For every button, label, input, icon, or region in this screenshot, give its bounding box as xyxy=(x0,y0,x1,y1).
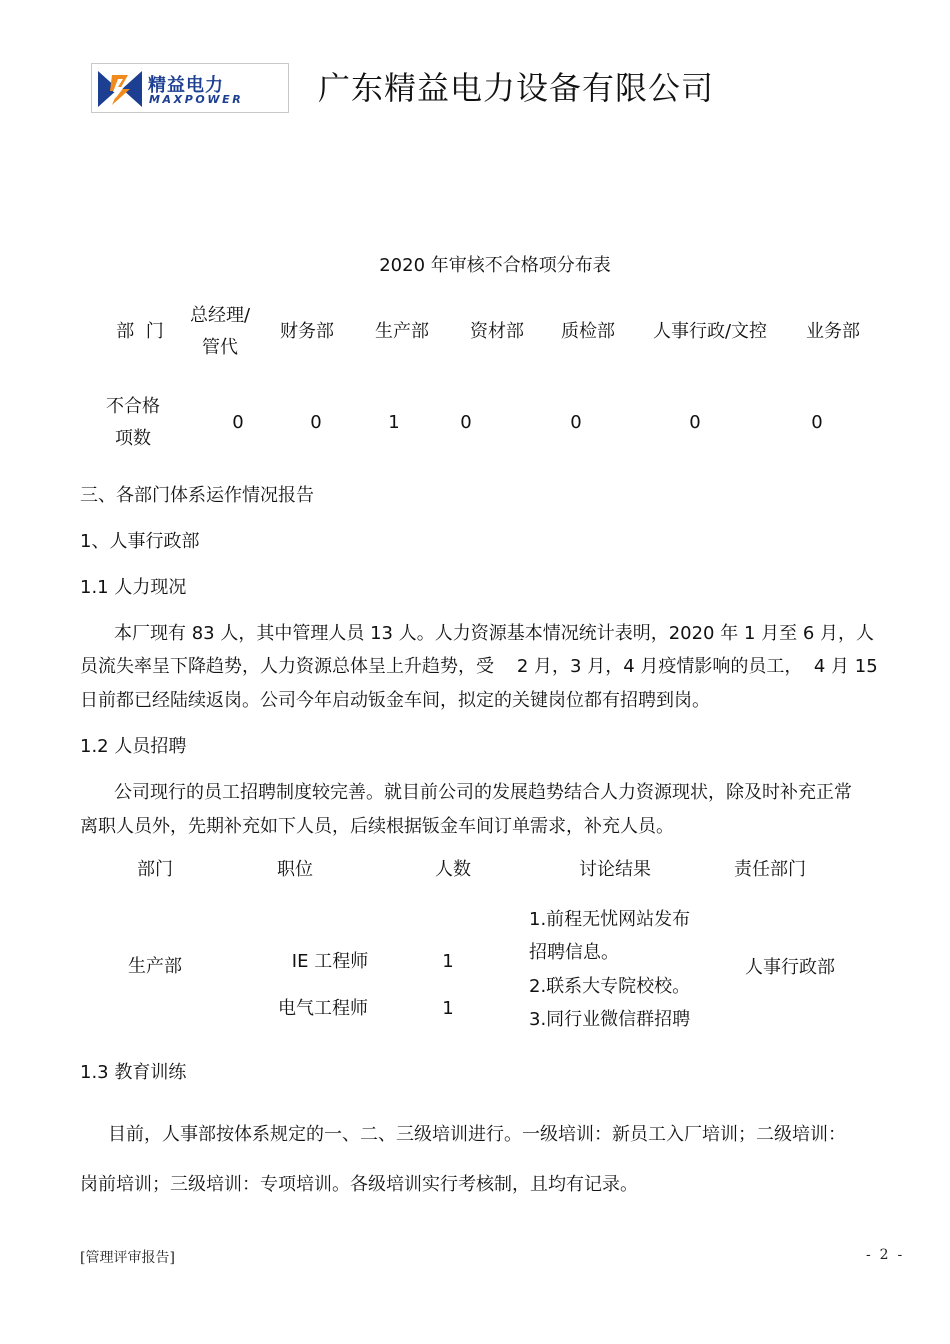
audit-col-gm: 总经理/ 管代 xyxy=(189,305,251,358)
audit-col-production: 生产部 xyxy=(375,321,429,342)
audit-table-title: 2020 年审核不合格项分布表 xyxy=(379,255,611,276)
subsection-1-1-heading: 1.1 人力现况 xyxy=(80,577,187,598)
audit-col-finance: 财务部 xyxy=(280,321,334,342)
footer-page-number: - 2 - xyxy=(866,1247,903,1263)
logo-chinese-text: 精益电力 xyxy=(148,75,224,96)
section-3-heading: 三、各部门体系运作情况报告 xyxy=(80,485,314,506)
audit-value-quality: 0 xyxy=(570,412,582,433)
recruit-result-line-2: 招聘信息。 xyxy=(529,942,619,963)
recruit-count-ie: 1 xyxy=(442,951,454,972)
section-1-heading: 1、人事行政部 xyxy=(80,531,200,552)
recruit-header-result: 讨论结果 xyxy=(579,859,651,880)
subsection-1-3-heading: 1.3 教育训练 xyxy=(80,1062,187,1083)
lightning-logo-icon xyxy=(98,71,142,107)
company-logo xyxy=(91,63,289,113)
recruit-position-ie: IE 工程师 xyxy=(291,951,369,972)
audit-value-sales: 0 xyxy=(811,412,823,433)
audit-value-finance: 0 xyxy=(310,412,322,433)
subsection-1-2-heading: 1.2 人员招聘 xyxy=(80,736,187,757)
paragraph-1-1-line-2: 员流失率呈下降趋势，人力资源总体呈上升趋势，受 2 月，3 月，4 月疫情影响的员工， 4 月 15 xyxy=(80,656,878,677)
recruit-count-electrical: 1 xyxy=(442,998,454,1019)
paragraph-1-1-line-3: 日前都已经陆续返岗。公司今年启动钣金车间，拟定的关键岗位都有招聘到岗。 xyxy=(80,690,710,711)
recruit-position-electrical: 电气工程师 xyxy=(278,998,368,1019)
recruit-result-line-3: 2.联系大专院校校。 xyxy=(529,976,691,997)
paragraph-1-2-line-2: 离职人员外，先期补充如下人员，后续根据钣金车间订单需求，补充人员。 xyxy=(80,816,674,837)
recruit-header-responsible: 责任部门 xyxy=(734,859,806,880)
audit-value-materials: 0 xyxy=(460,412,472,433)
recruit-header-count: 人数 xyxy=(435,859,471,880)
audit-value-gm: 0 xyxy=(232,412,244,433)
logo-english-text: MAXPOWER xyxy=(149,93,244,106)
paragraph-1-3-line-2: 岗前培训；三级培训：专项培训。各级培训实行考核制，且均有记录。 xyxy=(80,1174,638,1195)
paragraph-1-1-line-1: 本厂现有 83 人，其中管理人员 13 人。人力资源基本情况统计表明，2020 年 1 月至 6 月，人 xyxy=(114,623,875,644)
recruit-header-dept: 部门 xyxy=(137,859,173,880)
audit-data-label: 不合格 项数 xyxy=(106,396,160,449)
paragraph-1-2-line-1: 公司现行的员工招聘制度较完善。就目前公司的发展趋势结合人力资源现状，除及时补充正常 xyxy=(114,782,852,803)
company-name: 广东精益电力设备有限公司 xyxy=(318,69,715,107)
audit-header-label: 部 门 xyxy=(116,321,164,342)
audit-value-hr-admin: 0 xyxy=(689,412,701,433)
audit-col-quality: 质检部 xyxy=(561,321,615,342)
recruit-responsible-dept: 人事行政部 xyxy=(745,957,835,978)
audit-col-materials: 资材部 xyxy=(470,321,524,342)
audit-col-sales: 业务部 xyxy=(806,321,860,342)
recruit-result-line-1: 1.前程无忧网站发布 xyxy=(529,909,691,930)
audit-col-hr-admin: 人事行政/文控 xyxy=(652,321,768,342)
paragraph-1-3-line-1: 目前，人事部按体系规定的一、二、三级培训进行。一级培训：新员工入厂培训；二级培训： xyxy=(108,1124,846,1145)
recruit-result-line-4: 3.同行业微信群招聘 xyxy=(529,1009,691,1030)
recruit-department: 生产部 xyxy=(128,956,182,977)
recruit-header-position: 职位 xyxy=(277,859,313,880)
footer-doc-label: [管理评审报告] xyxy=(80,1250,175,1266)
audit-value-production: 1 xyxy=(388,412,400,433)
